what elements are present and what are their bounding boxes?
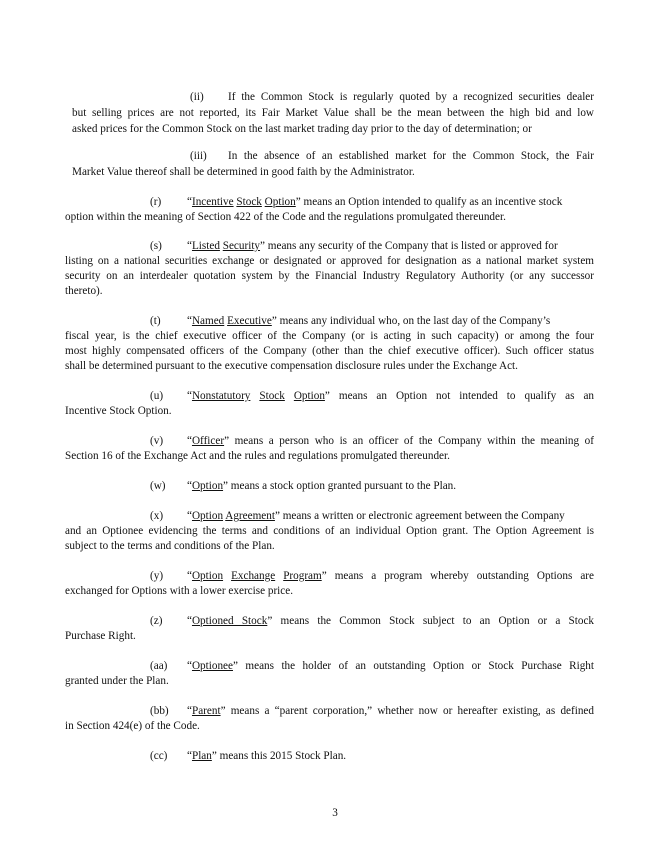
paragraph-line: granted under the Plan. <box>65 675 169 687</box>
definition-lead <box>187 239 558 253</box>
section-number: (w) <box>150 480 166 492</box>
defined-term-word: Agreement <box>225 510 275 522</box>
defined-term-word: Optioned Stock <box>191 615 268 627</box>
paragraph-line: and an Optionee evidencing the terms and conditions of an individual Option grant. The Option Agreement is <box>65 525 594 537</box>
section-number: (ii) <box>190 91 204 103</box>
definition-text: ” means a person who is an officer of the Company within the meaning of <box>224 435 594 447</box>
section-number: (u) <box>150 390 164 402</box>
definition-lead <box>187 659 594 673</box>
open-quote: “ <box>187 435 192 447</box>
open-quote: “ <box>187 196 192 208</box>
defined-term-word: Plan <box>191 750 212 762</box>
paragraph-line: If the Common Stock is regularly quoted by a recognized securities dealer <box>228 91 594 103</box>
defined-term-word: Optionee <box>191 660 233 672</box>
definition-text: ” means the holder of an outstanding Option or Stock Purchase Right <box>232 660 594 672</box>
defined-term-word: Option <box>191 570 224 582</box>
section-number: (iii) <box>190 150 207 162</box>
definition-lead <box>187 614 594 628</box>
definition-lead <box>187 389 594 403</box>
open-quote: “ <box>187 240 192 252</box>
paragraph-line: in Section 424(e) of the Code. <box>65 720 200 732</box>
definition-lead <box>187 704 594 718</box>
definition-lead <box>187 509 565 523</box>
paragraph-line: Market Value thereof shall be determined in good faith by the Administrator. <box>72 166 415 178</box>
paragraph-line: Purchase Right. <box>65 630 136 642</box>
open-quote: “ <box>187 705 192 717</box>
section-number: (v) <box>150 435 164 447</box>
paragraph-line: thereto). <box>65 285 103 297</box>
section-number: (bb) <box>150 705 169 717</box>
defined-term-word: Program <box>283 570 322 582</box>
paragraph-line: asked prices for the Common Stock on the last market trading day prior to the day of determination; or <box>72 123 532 135</box>
paragraph-line: fiscal year, is the chief executive officer of the Company (or is acting in such capacity) or among the four <box>65 330 594 342</box>
definition-text: ” means an Option not intended to qualify as an <box>324 390 595 402</box>
definition-text: ” means an Option intended to qualify as an incentive stock <box>295 196 563 208</box>
section-number: (r) <box>150 196 162 208</box>
defined-term-word: Incentive <box>191 196 234 208</box>
paragraph-line: shall be determined pursuant to the executive compensation disclosure rules under the Exchange Act. <box>65 360 518 372</box>
section-number: (y) <box>150 570 164 582</box>
open-quote: “ <box>187 510 192 522</box>
defined-term-word: Security <box>222 240 261 252</box>
defined-term-word: Stock <box>236 196 262 208</box>
paragraph-line: but selling prices are not reported, its Fair Market Value shall be the mean between the high bid and low <box>72 107 594 119</box>
definition-text: ” means any individual who, on the last day of the Company’s <box>271 315 551 327</box>
open-quote: “ <box>187 750 192 762</box>
definition-text: ” means this 2015 Stock Plan. <box>211 750 347 762</box>
defined-term-word: Option <box>293 390 325 402</box>
section-number: (z) <box>150 615 163 627</box>
defined-term-word: Nonstatutory <box>191 390 251 402</box>
paragraph-line: most highly compensated officers of the Company (other than the chief executive officer). Such officer status <box>65 345 594 357</box>
definition-lead <box>187 434 594 448</box>
defined-term-word: Option <box>191 480 224 492</box>
page-number: 3 <box>332 807 338 819</box>
definition-text: ” means a program whereby outstanding Options are <box>321 570 595 582</box>
defined-term-word: Exchange <box>231 570 276 582</box>
paragraph-line: subject to the terms and conditions of the Plan. <box>65 540 275 552</box>
defined-term-word: Option <box>191 510 224 522</box>
open-quote: “ <box>187 315 192 327</box>
defined-term-word: Officer <box>191 435 225 447</box>
defined-term-word: Named <box>191 315 225 327</box>
open-quote: “ <box>187 480 192 492</box>
paragraph-line: security on an interdealer quotation system by the Financial Industry Regulatory Authority (or any successor <box>65 270 594 282</box>
section-number: (x) <box>150 510 164 522</box>
section-number: (s) <box>150 240 162 252</box>
paragraph-line: Incentive Stock Option. <box>65 405 172 417</box>
open-quote: “ <box>187 615 192 627</box>
defined-term-word: Listed <box>191 240 220 252</box>
definition-lead <box>187 569 594 583</box>
definition-lead <box>187 479 456 493</box>
section-number: (aa) <box>150 660 168 672</box>
section-number: (t) <box>150 315 161 327</box>
open-quote: “ <box>187 660 192 672</box>
defined-term-word: Option <box>264 196 296 208</box>
definition-text: ” means any security of the Company that is listed or approved for <box>260 240 558 252</box>
definition-text: ” means the Common Stock subject to an Option or a Stock <box>267 615 595 627</box>
paragraph-line: option within the meaning of Section 422 of the Code and the regulations promulgated thereunder. <box>65 211 506 223</box>
definition-text: ” means a “parent corporation,” whether now or hereafter existing, as defined <box>220 705 594 717</box>
paragraph-line: listing on a national securities exchange or designated or approved for designation as a national market system <box>65 255 594 267</box>
defined-term-word: Executive <box>227 315 272 327</box>
section-number: (cc) <box>150 750 168 762</box>
paragraph-line: Section 16 of the Exchange Act and the rules and regulations promulgated thereunder. <box>65 450 450 462</box>
definition-text: ” means a stock option granted pursuant to the Plan. <box>223 480 457 492</box>
open-quote: “ <box>187 570 192 582</box>
paragraph-line: In the absence of an established market for the Common Stock, the Fair <box>228 150 594 162</box>
open-quote: “ <box>187 390 192 402</box>
definition-lead <box>187 749 346 763</box>
defined-term-word: Stock <box>259 390 285 402</box>
definition-lead <box>187 195 562 209</box>
definition-lead <box>187 314 550 328</box>
definition-text: ” means a written or electronic agreement between the Company <box>274 510 565 522</box>
defined-term-word: Parent <box>191 705 221 717</box>
paragraph-line: exchanged for Options with a lower exercise price. <box>65 585 294 597</box>
